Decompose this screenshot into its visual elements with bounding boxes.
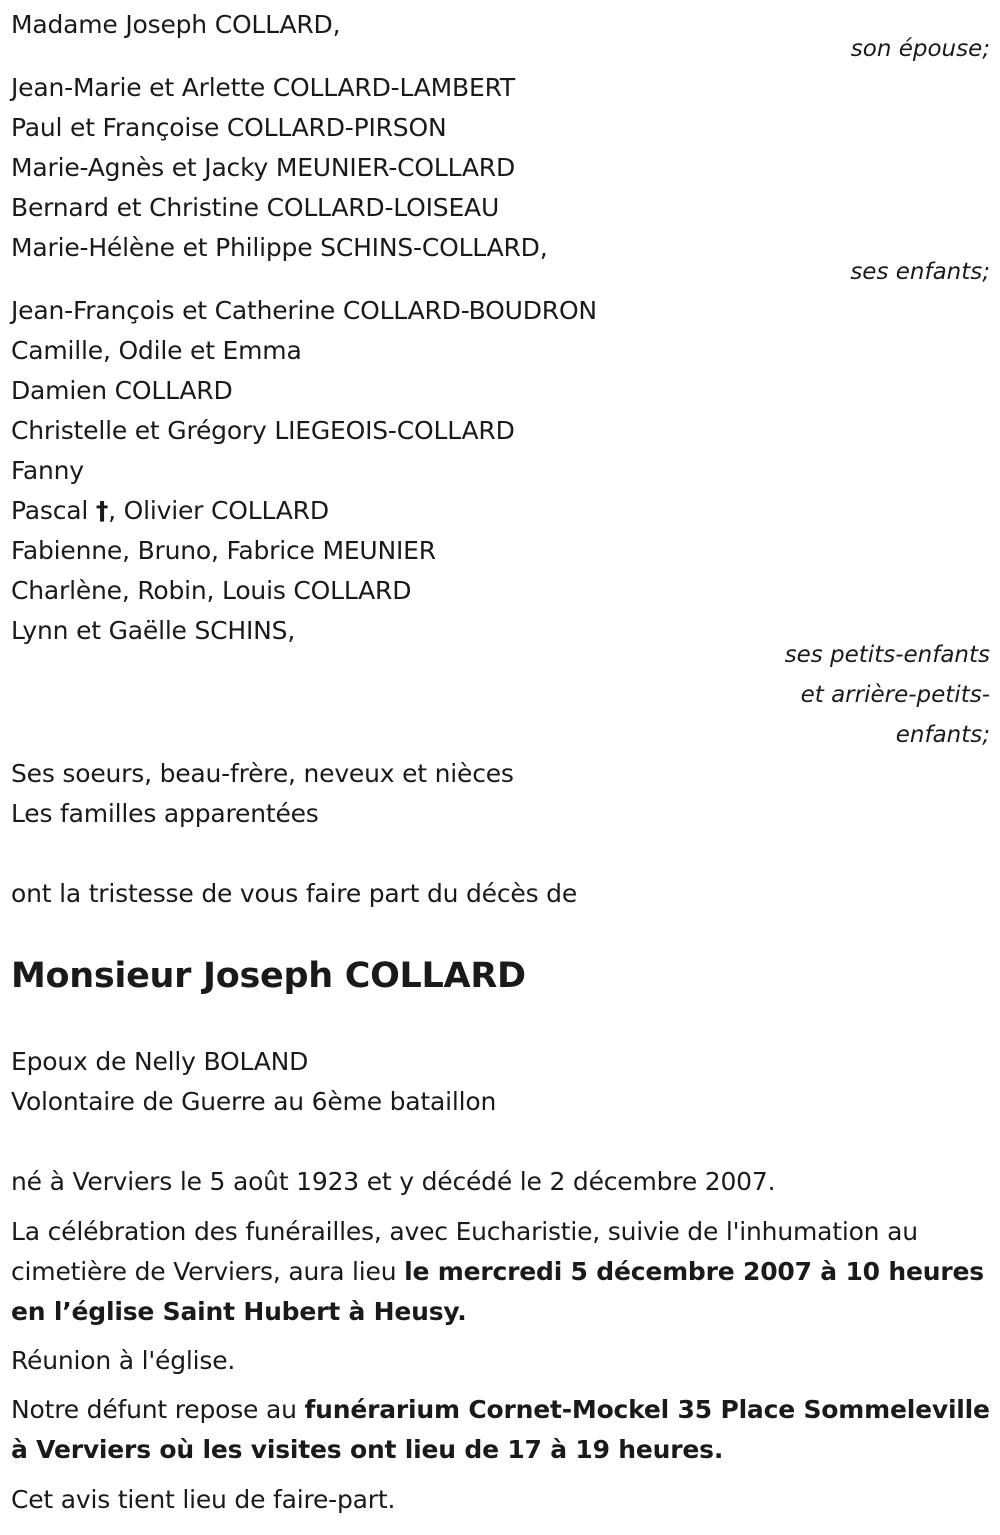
child-line: Marie-Hélène et Philippe SCHINS-COLLARD, <box>11 233 548 262</box>
children-role: ses enfants; <box>850 259 990 285</box>
rest-paragraph <box>11 1390 991 1470</box>
grandchild-line: Damien COLLARD <box>11 376 233 405</box>
spouse-name: Madame Joseph COLLARD, <box>11 10 341 39</box>
funeral-home-details: funérarium Cornet-Mockel 35 Place Sommeleville à Verviers où les visites ont lieu de 17 à 19 heures. <box>11 1395 990 1464</box>
child-line: Paul et Françoise COLLARD-PIRSON <box>11 113 447 142</box>
grandchild-line: Jean-François et Catherine COLLARD-BOUDRON <box>11 296 597 325</box>
child-line: Bernard et Christine COLLARD-LOISEAU <box>11 193 500 222</box>
spouse-role: son épouse; <box>850 36 990 62</box>
child-line: Marie-Agnès et Jacky MEUNIER-COLLARD <box>11 153 516 182</box>
grandchildren-role: enfants; <box>895 722 990 748</box>
funeral-text: La célébration des funérailles, avec Eucharistie, suivie de l'inhumation au cimetière de Verviers, aura lieu <box>11 1217 918 1286</box>
announcement-text: ont la tristesse de vous faire part du décès de <box>11 879 578 908</box>
detail-line: Volontaire de Guerre au 6ème bataillon <box>11 1087 497 1116</box>
meeting-text: Réunion à l'église. <box>11 1346 236 1375</box>
grandchild-line: Fabienne, Bruno, Fabrice MEUNIER <box>11 536 436 565</box>
funeral-paragraph <box>11 1212 991 1332</box>
child-line: Jean-Marie et Arlette COLLARD-LAMBERT <box>11 73 516 102</box>
detail-line: Epoux de Nelly BOLAND <box>11 1047 309 1076</box>
grandchildren-role: et arrière-petits- <box>800 682 990 708</box>
grandchild-line-pascal <box>11 495 329 527</box>
closing-text: Cet avis tient lieu de faire-part. <box>11 1485 396 1514</box>
funeral-date-location: le mercredi 5 décembre 2007 à 10 heures en l’église Saint Hubert à Heusy. <box>11 1257 984 1326</box>
grandchild-line: Fanny <box>11 456 84 485</box>
cross-icon: † <box>95 496 109 525</box>
rest-text: Notre défunt repose au <box>11 1395 305 1424</box>
deceased-name-heading: Monsieur Joseph COLLARD <box>11 956 526 996</box>
grandchild-name-suffix: , Olivier COLLARD <box>108 496 329 525</box>
grandchildren-role: ses petits-enfants <box>784 642 990 668</box>
extended-family-line: Ses soeurs, beau-frère, neveux et nièces <box>11 759 514 788</box>
extended-family-line: Les familles apparentées <box>11 799 319 828</box>
birth-death-text: né à Verviers le 5 août 1923 et y décédé le 2 décembre 2007. <box>11 1167 776 1196</box>
grandchild-line: Lynn et Gaëlle SCHINS, <box>11 616 296 645</box>
grandchild-line: Christelle et Grégory LIEGEOIS-COLLARD <box>11 416 515 445</box>
grandchild-line: Camille, Odile et Emma <box>11 336 302 365</box>
grandchild-name: Pascal <box>11 496 89 525</box>
grandchild-line: Charlène, Robin, Louis COLLARD <box>11 576 412 605</box>
